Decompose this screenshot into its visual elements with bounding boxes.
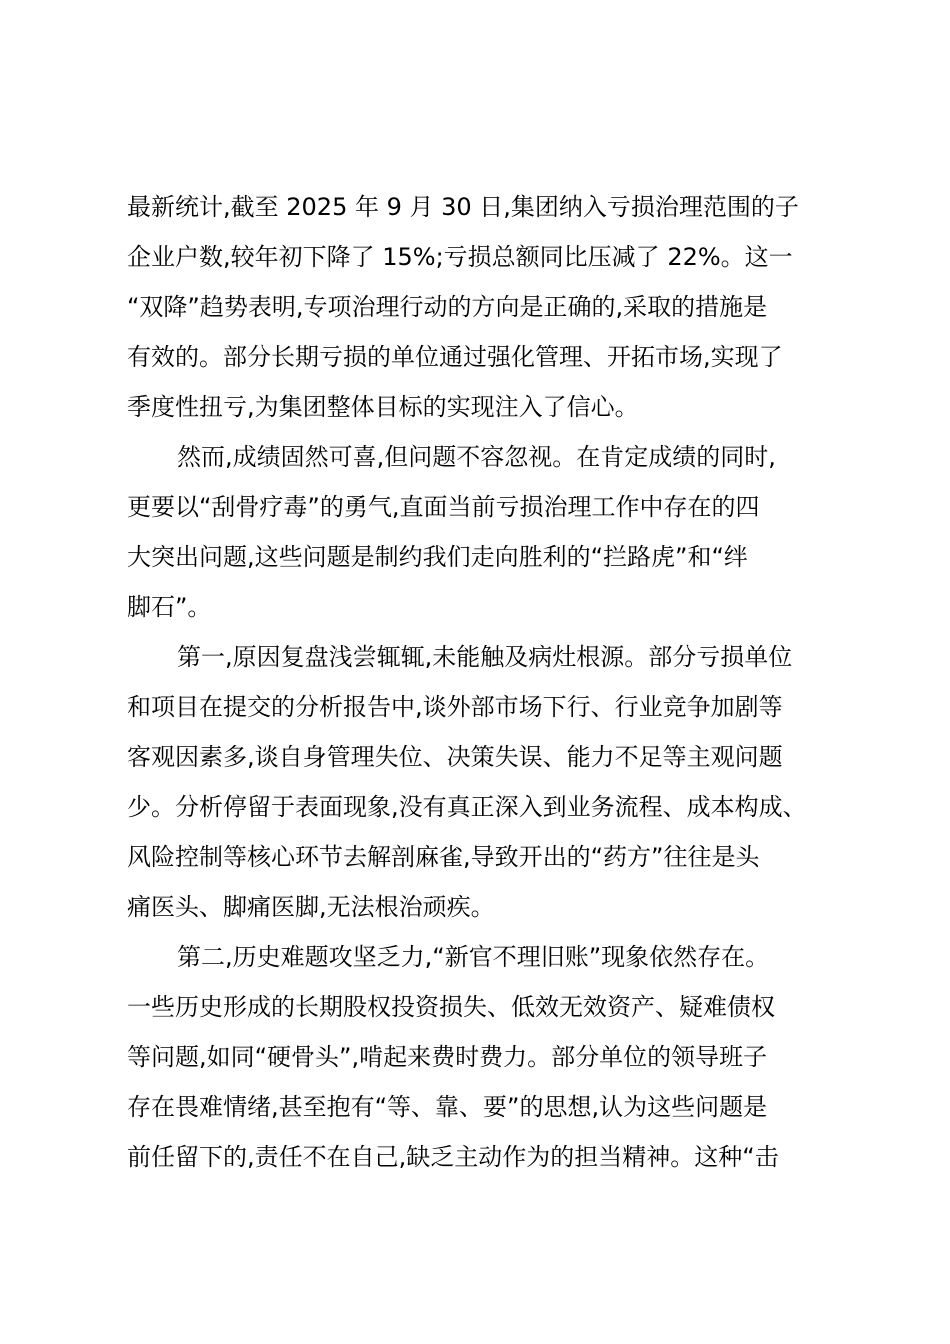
paragraph-problems-intro (127, 432, 847, 632)
text-line: 最新统计,截至 2025 年 9 月 30 日,集团纳入亏损治理范围的子 (127, 193, 799, 221)
text-line: 然而,成绩固然可喜,但问题不容忽视。在肯定成绩的同时, (177, 443, 776, 471)
text-line: 企业户数,较年初下降了 15%;亏损总额同比压减了 22%。这一 (127, 243, 793, 271)
text-line: “双降”趋势表明,专项治理行动的方向是正确的,采取的措施是 (127, 293, 768, 321)
text-line: 更要以“刮骨疗毒”的勇气,直面当前亏损治理工作中存在的四 (127, 493, 760, 521)
text-line: 大突出问题,这些问题是制约我们走向胜利的“拦路虎”和“绊 (127, 543, 748, 571)
text-line: 存在畏难情绪,甚至抱有“等、靠、要”的思想,认为这些问题是 (127, 1093, 768, 1121)
text-line: 和项目在提交的分析报告中,谈外部市场下行、行业竞争加剧等 (127, 693, 783, 721)
text-line: 脚石”。 (127, 593, 212, 621)
text-line: 等问题,如同“硬骨头”,啃起来费时费力。部分单位的领导班子 (127, 1043, 768, 1071)
text-line: 季度性扭亏,为集团整体目标的实现注入了信心。 (127, 393, 639, 421)
text-line: 少。分析停留于表面现象,没有真正深入到业务流程、成本构成、 (127, 793, 807, 821)
paragraph-problem-two (127, 932, 847, 1182)
text-line: 痛医头、脚痛医脚,无法根治顽疾。 (127, 893, 495, 921)
text-line: 第二,历史难题攻坚乏力,“新官不理旧账”现象依然存在。 (177, 943, 770, 971)
text-line: 风险控制等核心环节去解剖麻雀,导致开出的“药方”往往是头 (127, 843, 760, 871)
text-line: 前任留下的,责任不在自己,缺乏主动作为的担当精神。这种“击 (127, 1143, 779, 1171)
text-line: 客观因素多,谈自身管理失位、决策失误、能力不足等主观问题 (127, 743, 783, 771)
text-line: 有效的。部分长期亏损的单位通过强化管理、开拓市场,实现了 (127, 343, 783, 371)
text-line: 第一,原因复盘浅尝辄辄,未能触及病灶根源。部分亏损单位 (177, 643, 793, 671)
paragraph-problem-one (127, 632, 847, 932)
text-line: 一些历史形成的长期股权投资损失、低效无效资产、疑难债权 (127, 993, 775, 1021)
paragraph-statistics (127, 182, 847, 432)
document-body (127, 182, 847, 1182)
